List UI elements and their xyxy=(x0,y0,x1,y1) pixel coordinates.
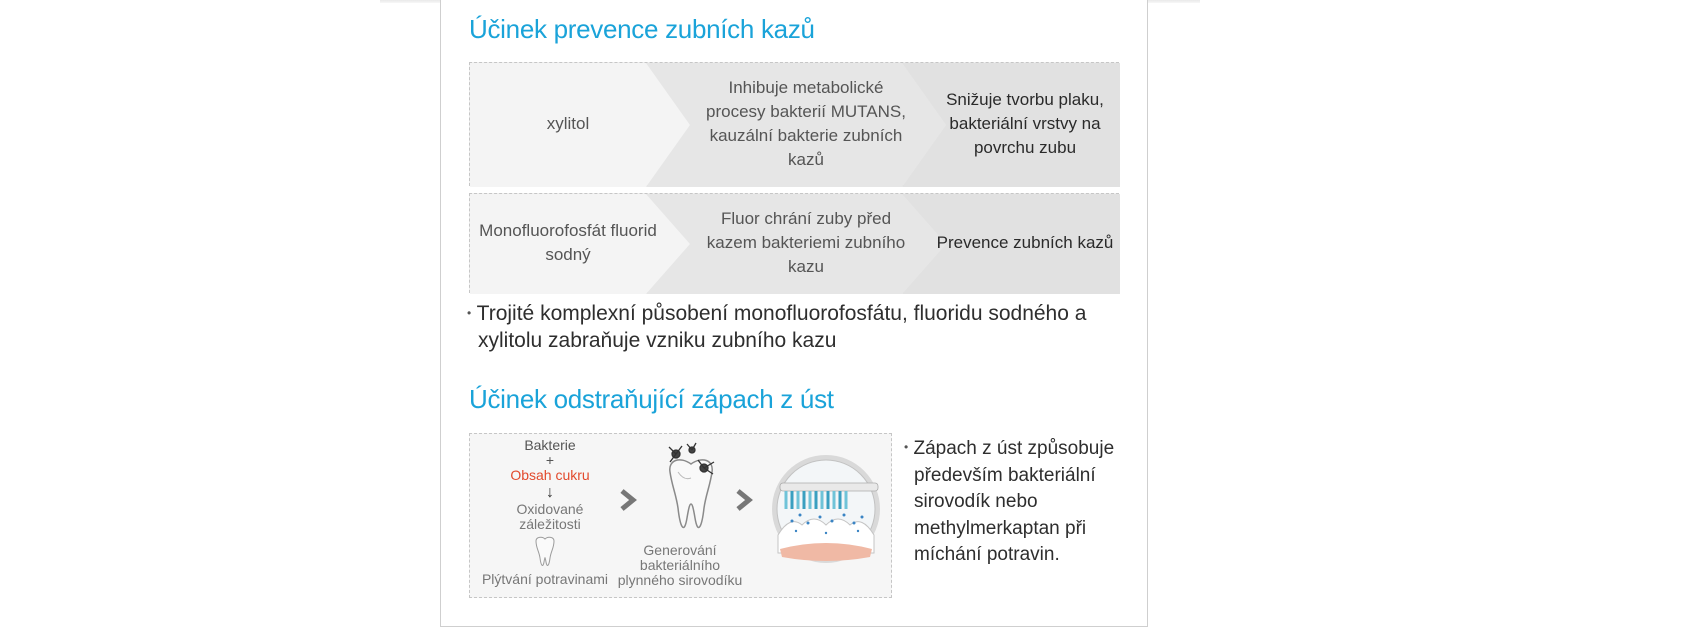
result-cell: Prevence zubních kazů xyxy=(936,233,1114,252)
prevention-row-xylitol xyxy=(469,62,1119,186)
prevention-row-fluoride xyxy=(469,193,1119,293)
bullet-icon: • xyxy=(904,440,909,454)
action-cell: Inhibuje metabolické procesy bakterií MUTANS, kauzální bakterie zubních kazů xyxy=(706,78,906,169)
small-tooth-icon xyxy=(533,536,557,570)
ingredient-cell: Monofluorofosfát fluorid sodný xyxy=(479,221,657,264)
section-title-caries: Účinek prevence zubních kazů xyxy=(469,14,815,44)
result-cell: Snižuje tvorbu plaku, bakteriální vrstvy na povrchu zubu xyxy=(946,90,1104,157)
breath-note xyxy=(904,434,1144,569)
caries-note-text: Trojité komplexní působení monofluorofosfátu, fluoridu sodného a xylitolu zabraňuje vzniku zubního kazu xyxy=(476,302,1087,352)
chevron-right-icon xyxy=(734,488,756,512)
label-food-waste: Plýtvání potravinami xyxy=(481,571,609,587)
chevron-right-icon xyxy=(618,488,640,512)
breath-note-text: Zápach z úst způsobuje především bakteriální sirovodík nebo methylmerkaptan při míchání potravin. xyxy=(913,438,1115,565)
toothbrush-cleaning-icon xyxy=(770,453,882,565)
label-gas: Generování bakteriálního plynného sirovodíku xyxy=(617,542,743,588)
bad-breath-diagram xyxy=(469,433,892,598)
caries-note xyxy=(467,300,1118,354)
label-plus: + xyxy=(545,452,555,468)
label-sugar: Obsah cukru xyxy=(510,467,590,483)
down-arrow-icon: ↓ xyxy=(546,484,554,501)
tooth-bacteria-icon xyxy=(656,442,726,542)
action-cell: Fluor chrání zuby před kazem bakteriemi zubního kazu xyxy=(706,209,906,276)
ingredient-cell: xylitol xyxy=(546,114,590,133)
label-oxidized: Oxidované záležitosti xyxy=(516,501,584,532)
bullet-icon: • xyxy=(467,306,472,320)
label-bacteria: Bakterie xyxy=(524,437,576,453)
section-title-breath: Účinek odstraňující zápach z úst xyxy=(469,384,834,414)
